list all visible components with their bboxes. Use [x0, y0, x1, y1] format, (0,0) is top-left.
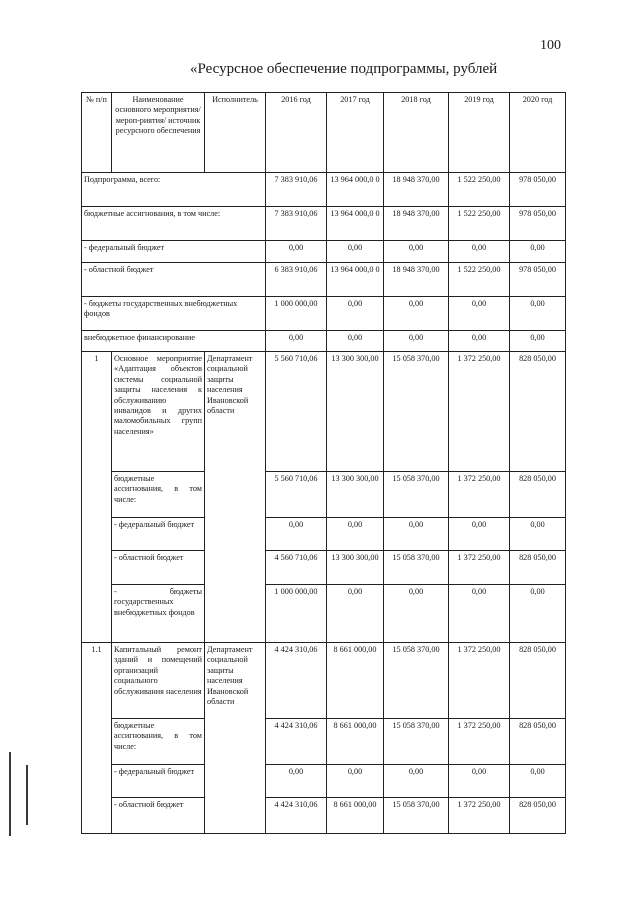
value-2016: 1 000 000,00: [266, 585, 327, 643]
value-2020: 0,00: [510, 297, 566, 331]
value-2019: 1 372 250,00: [449, 352, 510, 472]
value-2020: 828 050,00: [510, 719, 566, 765]
value-2020: 828 050,00: [510, 798, 566, 834]
value-2016: 1 000 000,00: [266, 297, 327, 331]
table-header-row: [82, 93, 566, 173]
value-2017: 13 964 000,0 0: [327, 263, 384, 297]
row-label: бюджетные ассигнования, в том числе:: [82, 207, 266, 241]
row-label: - федеральный бюджет: [112, 765, 205, 798]
table-row: [82, 518, 566, 551]
header-executor: Исполнитель: [205, 93, 266, 173]
table-row: [82, 263, 566, 297]
measure-name: Капитальный ремонт зданий и помещений организаций социального обслуживания населения: [112, 643, 205, 719]
header-name: Наименование основного мероприятия/мероп-риятия/ источник ресурсного обеспечения: [112, 93, 205, 173]
table-row: [82, 207, 566, 241]
value-2019: 1 372 250,00: [449, 551, 510, 585]
value-2016: 7 383 910,06: [266, 207, 327, 241]
value-2017: 0,00: [327, 518, 384, 551]
value-2020: 978 050,00: [510, 207, 566, 241]
header-2018: 2018 год: [384, 93, 449, 173]
value-2017: 0,00: [327, 297, 384, 331]
table-row: [82, 352, 566, 472]
value-2018: 0,00: [384, 241, 449, 263]
value-2018: 0,00: [384, 518, 449, 551]
value-2016: 6 383 910,06: [266, 263, 327, 297]
value-2016: 4 560 710,06: [266, 551, 327, 585]
value-2016: 5 560 710,06: [266, 472, 327, 518]
table-row: [82, 643, 566, 719]
value-2017: 8 661 000,00: [327, 798, 384, 834]
value-2019: 1 372 250,00: [449, 719, 510, 765]
scan-edge-mark: [26, 765, 28, 825]
table-row: [82, 173, 566, 207]
table-row: [82, 241, 566, 263]
value-2018: 18 948 370,00: [384, 173, 449, 207]
value-2018: 18 948 370,00: [384, 263, 449, 297]
row-number: 1: [82, 352, 112, 643]
value-2016: 0,00: [266, 765, 327, 798]
value-2016: 4 424 310,06: [266, 719, 327, 765]
executor: Департамент социальной защиты населения Ивановской области: [205, 352, 266, 643]
value-2020: 0,00: [510, 765, 566, 798]
row-label: Подпрограмма, всего:: [82, 173, 266, 207]
value-2017: 0,00: [327, 241, 384, 263]
value-2020: 828 050,00: [510, 643, 566, 719]
value-2017: 8 661 000,00: [327, 643, 384, 719]
value-2019: 1 522 250,00: [449, 173, 510, 207]
page-number: 100: [540, 38, 561, 53]
row-label: - бюджеты государственных внебюджетных фондов: [112, 585, 205, 643]
measure-name: Основное мероприятие «Адаптация объектов системы социальной защиты населения к обслуживанию инвалидов и других маломобильных групп населения»: [112, 352, 205, 472]
value-2020: 0,00: [510, 585, 566, 643]
value-2018: 0,00: [384, 585, 449, 643]
table-row: [82, 798, 566, 834]
value-2019: 0,00: [449, 331, 510, 352]
value-2018: 18 948 370,00: [384, 207, 449, 241]
scan-edge-mark: [9, 752, 11, 836]
value-2019: 0,00: [449, 297, 510, 331]
value-2018: 15 058 370,00: [384, 472, 449, 518]
row-label: - бюджеты государственных внебюджетных фондов: [82, 297, 266, 331]
table-row: [82, 331, 566, 352]
value-2016: 0,00: [266, 241, 327, 263]
header-2016: 2016 год: [266, 93, 327, 173]
value-2020: 0,00: [510, 518, 566, 551]
value-2019: 1 522 250,00: [449, 263, 510, 297]
row-label: - областной бюджет: [82, 263, 266, 297]
table-row: [82, 585, 566, 643]
row-label: бюджетные ассигнования, в том числе:: [112, 472, 205, 518]
value-2017: 13 964 000,0 0: [327, 173, 384, 207]
table-row: [82, 765, 566, 798]
value-2019: 1 372 250,00: [449, 798, 510, 834]
value-2017: 0,00: [327, 585, 384, 643]
value-2016: 4 424 310,06: [266, 643, 327, 719]
value-2020: 828 050,00: [510, 472, 566, 518]
table-row: [82, 719, 566, 765]
value-2018: 15 058 370,00: [384, 551, 449, 585]
value-2016: 0,00: [266, 518, 327, 551]
value-2018: 0,00: [384, 331, 449, 352]
row-number: 1.1: [82, 643, 112, 834]
value-2017: 8 661 000,00: [327, 719, 384, 765]
value-2018: 0,00: [384, 297, 449, 331]
row-label: - областной бюджет: [112, 798, 205, 834]
value-2018: 15 058 370,00: [384, 352, 449, 472]
value-2019: 1 522 250,00: [449, 207, 510, 241]
value-2019: 1 372 250,00: [449, 643, 510, 719]
value-2017: 13 964 000,0 0: [327, 207, 384, 241]
value-2020: 828 050,00: [510, 352, 566, 472]
value-2017: 13 300 300,00: [327, 352, 384, 472]
value-2016: 7 383 910,06: [266, 173, 327, 207]
value-2020: 0,00: [510, 241, 566, 263]
row-label: бюджетные ассигнования, в том числе:: [112, 719, 205, 765]
table-row: [82, 297, 566, 331]
value-2020: 978 050,00: [510, 263, 566, 297]
value-2019: 0,00: [449, 241, 510, 263]
value-2019: 0,00: [449, 518, 510, 551]
page-title: «Ресурсное обеспечение подпрограммы, рублей: [190, 61, 498, 77]
row-label: - областной бюджет: [112, 551, 205, 585]
header-2019: 2019 год: [449, 93, 510, 173]
value-2017: 0,00: [327, 331, 384, 352]
header-2017: 2017 год: [327, 93, 384, 173]
value-2018: 15 058 370,00: [384, 719, 449, 765]
header-num: № п/п: [82, 93, 112, 173]
value-2017: 13 300 300,00: [327, 472, 384, 518]
value-2020: 0,00: [510, 331, 566, 352]
value-2016: 4 424 310,06: [266, 798, 327, 834]
row-label: - федеральный бюджет: [112, 518, 205, 551]
value-2020: 978 050,00: [510, 173, 566, 207]
header-2020: 2020 год: [510, 93, 566, 173]
value-2019: 0,00: [449, 585, 510, 643]
value-2016: 0,00: [266, 331, 327, 352]
value-2016: 5 560 710,06: [266, 352, 327, 472]
value-2019: 1 372 250,00: [449, 472, 510, 518]
value-2019: 0,00: [449, 765, 510, 798]
value-2017: 0,00: [327, 765, 384, 798]
value-2017: 13 300 300,00: [327, 551, 384, 585]
executor: Департамент социальной защиты населения Ивановской области: [205, 643, 266, 834]
table-row: [82, 472, 566, 518]
value-2018: 15 058 370,00: [384, 643, 449, 719]
resource-table: [81, 92, 566, 834]
row-label: внебюджетное финансирование: [82, 331, 266, 352]
value-2018: 0,00: [384, 765, 449, 798]
table-row: [82, 551, 566, 585]
value-2018: 15 058 370,00: [384, 798, 449, 834]
row-label: - федеральный бюджет: [82, 241, 266, 263]
value-2020: 828 050,00: [510, 551, 566, 585]
